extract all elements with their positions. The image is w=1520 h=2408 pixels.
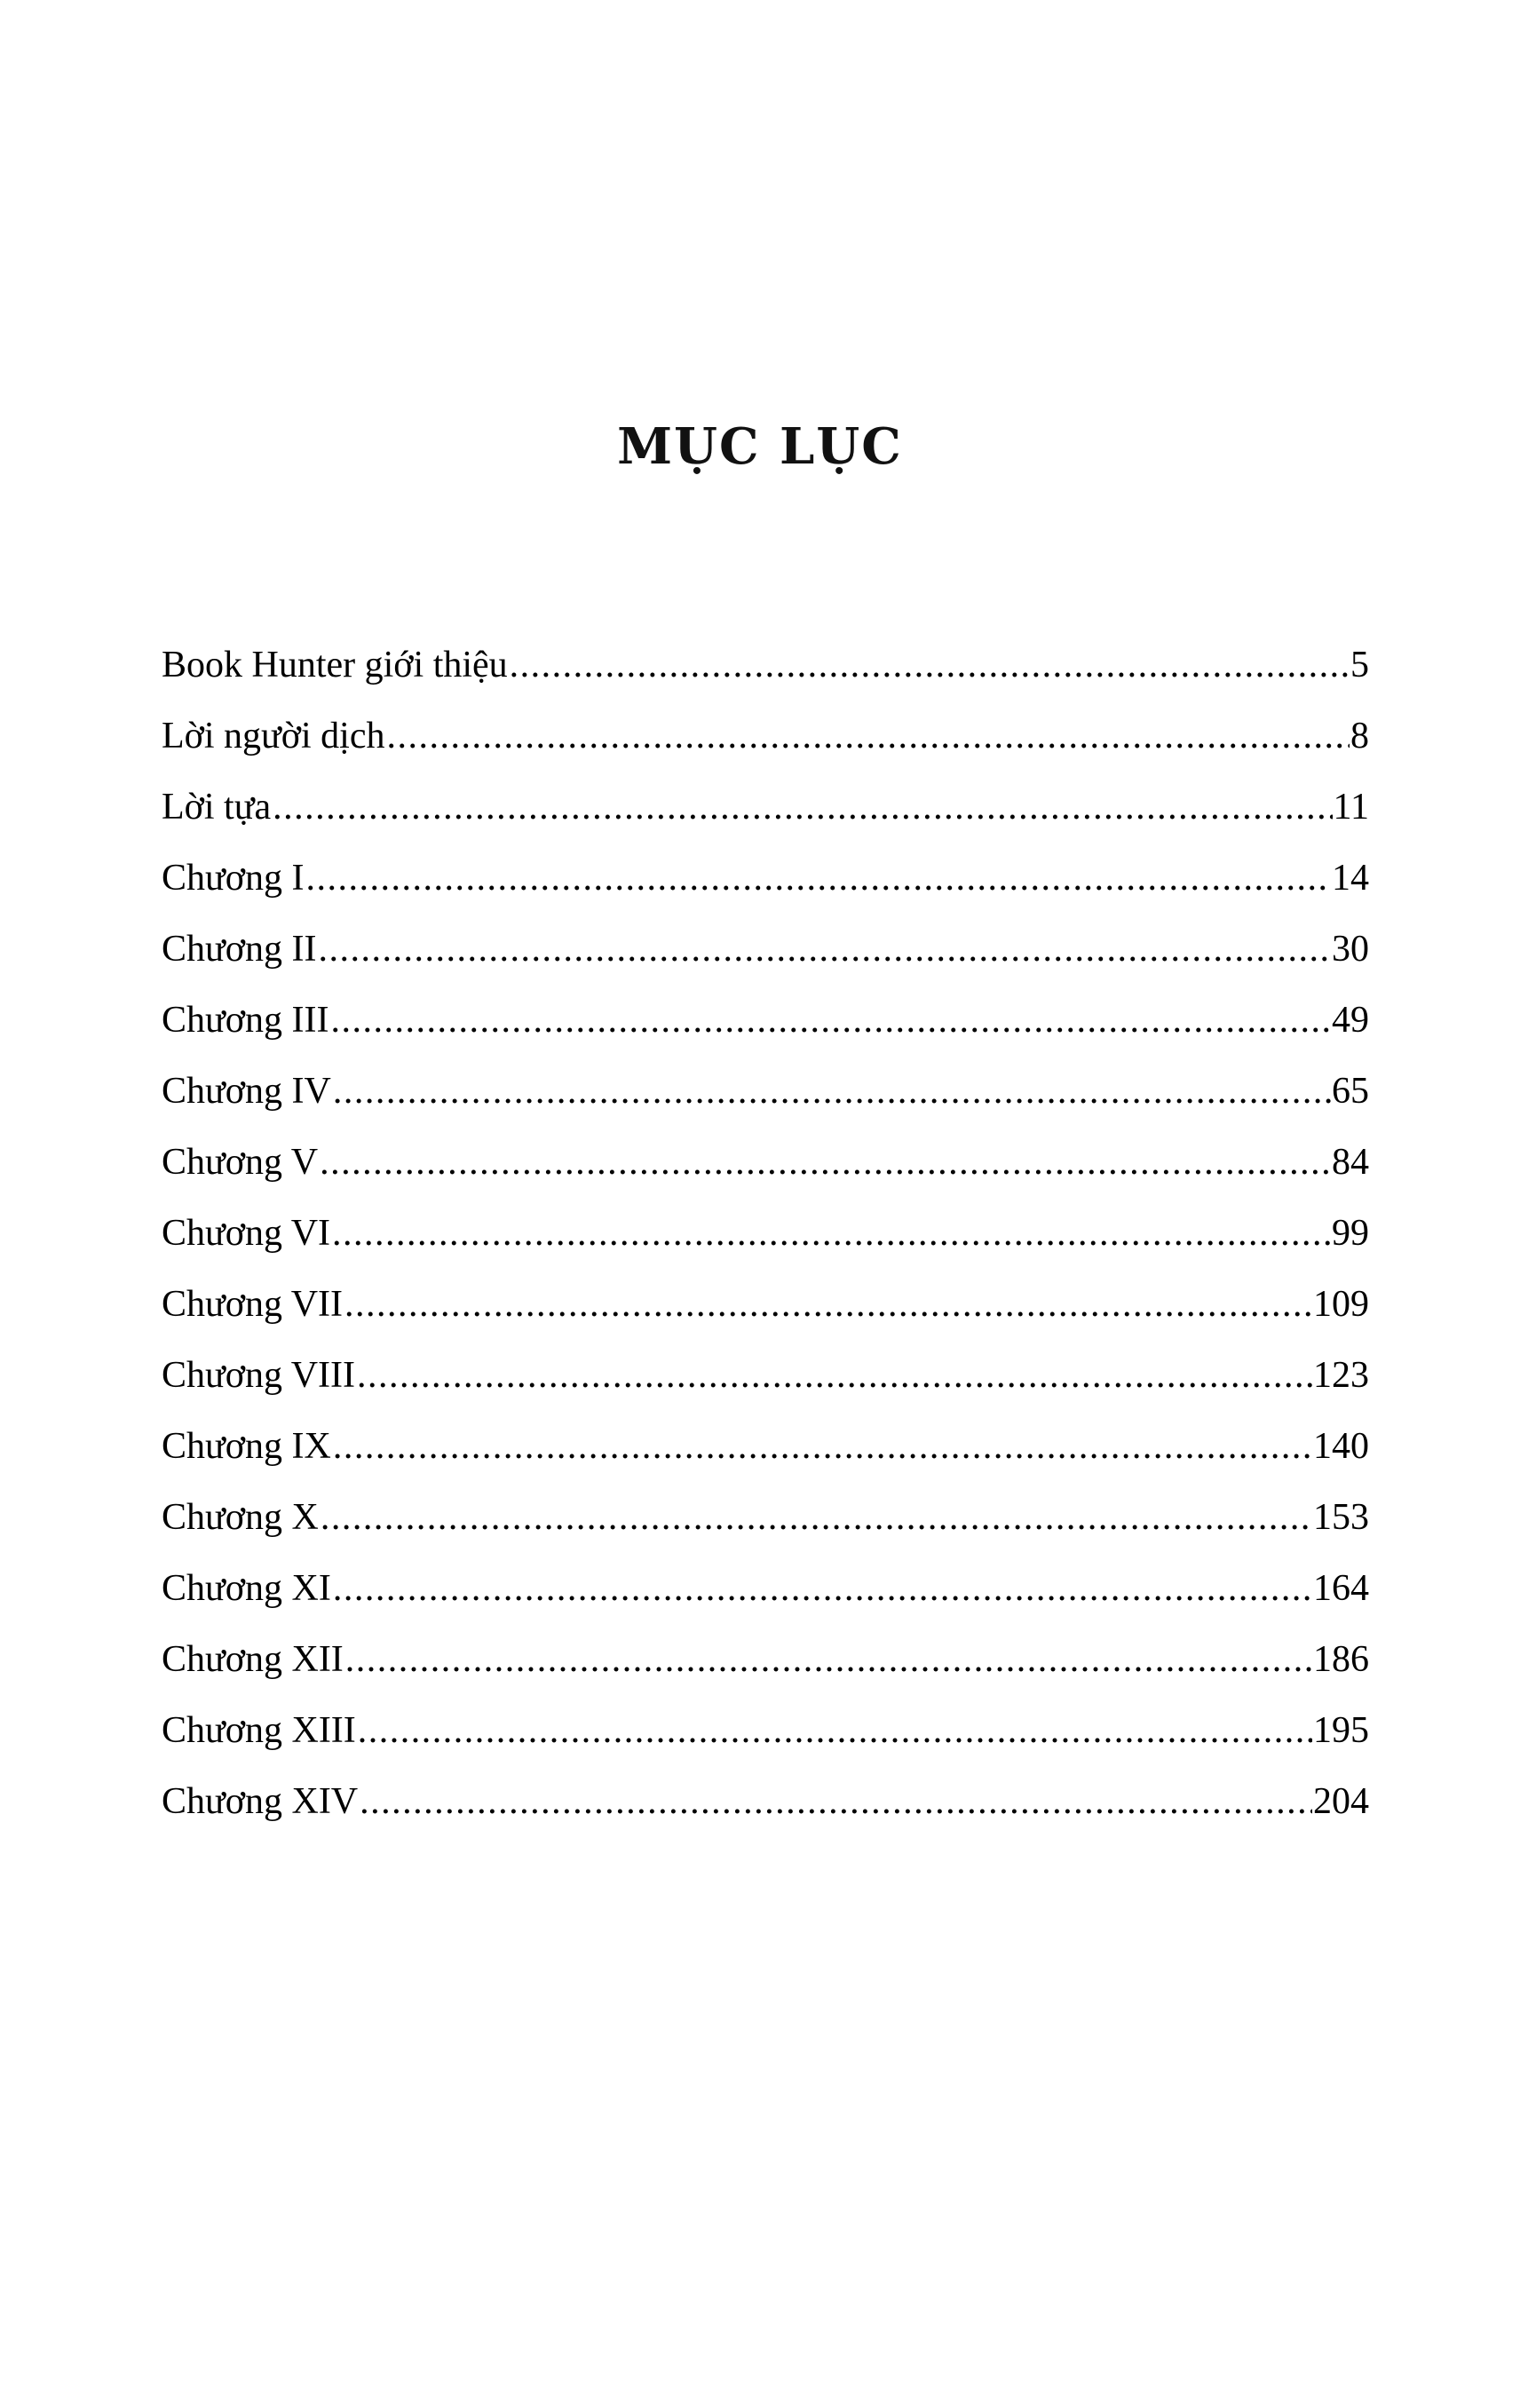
toc-entry-page: 84	[1332, 1142, 1369, 1183]
toc-entry-label: Chương I	[162, 858, 305, 899]
toc-entry-page: 14	[1332, 858, 1369, 899]
toc-entry[interactable]	[162, 897, 1369, 968]
toc-leader-dots	[318, 931, 1331, 968]
toc-leader-dots	[387, 717, 1350, 755]
toc-entry-page: 164	[1313, 1568, 1369, 1609]
toc-entry-page: 5	[1350, 645, 1369, 685]
toc-entry[interactable]	[162, 684, 1369, 755]
toc-entry-label: Lời người dịch	[162, 716, 385, 756]
toc-entry-label: Book Hunter giới thiệu	[162, 645, 508, 685]
toc-leader-dots	[321, 1499, 1312, 1536]
toc-leader-dots	[360, 1783, 1312, 1820]
toc-entry-label: Chương VI	[162, 1213, 331, 1254]
toc-leader-dots	[273, 788, 1332, 826]
toc-entry-page: 123	[1313, 1355, 1369, 1396]
toc-entry[interactable]	[162, 755, 1369, 826]
toc-entry[interactable]	[162, 1749, 1369, 1820]
toc-entry-label: Chương IX	[162, 1426, 331, 1467]
toc-entry[interactable]	[162, 1536, 1369, 1607]
toc-leader-dots	[510, 646, 1350, 684]
toc-entry[interactable]	[162, 1607, 1369, 1678]
toc-entry-label: Chương VII	[162, 1284, 344, 1325]
toc-entry-label: Chương XIII	[162, 1710, 356, 1751]
toc-entry-page: 109	[1313, 1284, 1369, 1325]
toc-entry-label: Chương X	[162, 1497, 319, 1538]
toc-entry-page: 99	[1332, 1213, 1369, 1254]
toc-leader-dots	[305, 859, 1331, 897]
toc-leader-dots	[358, 1712, 1312, 1749]
toc-leader-dots	[344, 1286, 1312, 1323]
toc-entry[interactable]	[162, 826, 1369, 897]
toc-leader-dots	[330, 1002, 1331, 1039]
toc-entry[interactable]	[162, 1323, 1369, 1394]
toc-entry-label: Chương XII	[162, 1639, 344, 1680]
toc-entry-page: 65	[1332, 1071, 1369, 1112]
toc-entry[interactable]	[162, 1678, 1369, 1749]
toc-entry-page: 186	[1313, 1639, 1369, 1680]
toc-entry[interactable]	[162, 613, 1369, 684]
toc-entry[interactable]	[162, 1039, 1369, 1110]
toc-entry-page: 153	[1313, 1497, 1369, 1538]
toc-entry-page: 11	[1333, 787, 1369, 828]
toc-entry-label: Lời tựa	[162, 787, 272, 828]
toc-leader-dots	[332, 1215, 1331, 1252]
toc-entry-label: Chương IV	[162, 1071, 331, 1112]
toc-entry-label: Chương XIV	[162, 1781, 359, 1822]
toc-leader-dots	[320, 1144, 1331, 1181]
toc-entry-page: 30	[1332, 929, 1369, 970]
toc-leader-dots	[357, 1357, 1312, 1394]
toc-entry-label: Chương VIII	[162, 1355, 356, 1396]
toc-entry-label: Chương III	[162, 1000, 329, 1041]
toc-entry-label: Chương V	[162, 1142, 319, 1183]
toc-entry-page: 8	[1350, 716, 1369, 756]
toc-leader-dots	[333, 1073, 1331, 1110]
page-title: MỤC LỤC	[617, 417, 903, 476]
toc-leader-dots	[333, 1570, 1312, 1607]
toc-entry[interactable]	[162, 1465, 1369, 1536]
table-of-contents	[162, 613, 1369, 1820]
toc-entry-page: 204	[1313, 1781, 1369, 1822]
toc-entry[interactable]	[162, 1110, 1369, 1181]
toc-entry-page: 49	[1332, 1000, 1369, 1041]
toc-entry-label: Chương II	[162, 929, 317, 970]
toc-entry-page: 195	[1313, 1710, 1369, 1751]
toc-leader-dots	[345, 1641, 1312, 1678]
toc-entry[interactable]	[162, 1181, 1369, 1252]
toc-entry-label: Chương XI	[162, 1568, 331, 1609]
toc-leader-dots	[333, 1428, 1312, 1465]
toc-entry[interactable]	[162, 1394, 1369, 1465]
toc-entry[interactable]	[162, 968, 1369, 1039]
toc-entry[interactable]	[162, 1252, 1369, 1323]
toc-entry-page: 140	[1313, 1426, 1369, 1467]
